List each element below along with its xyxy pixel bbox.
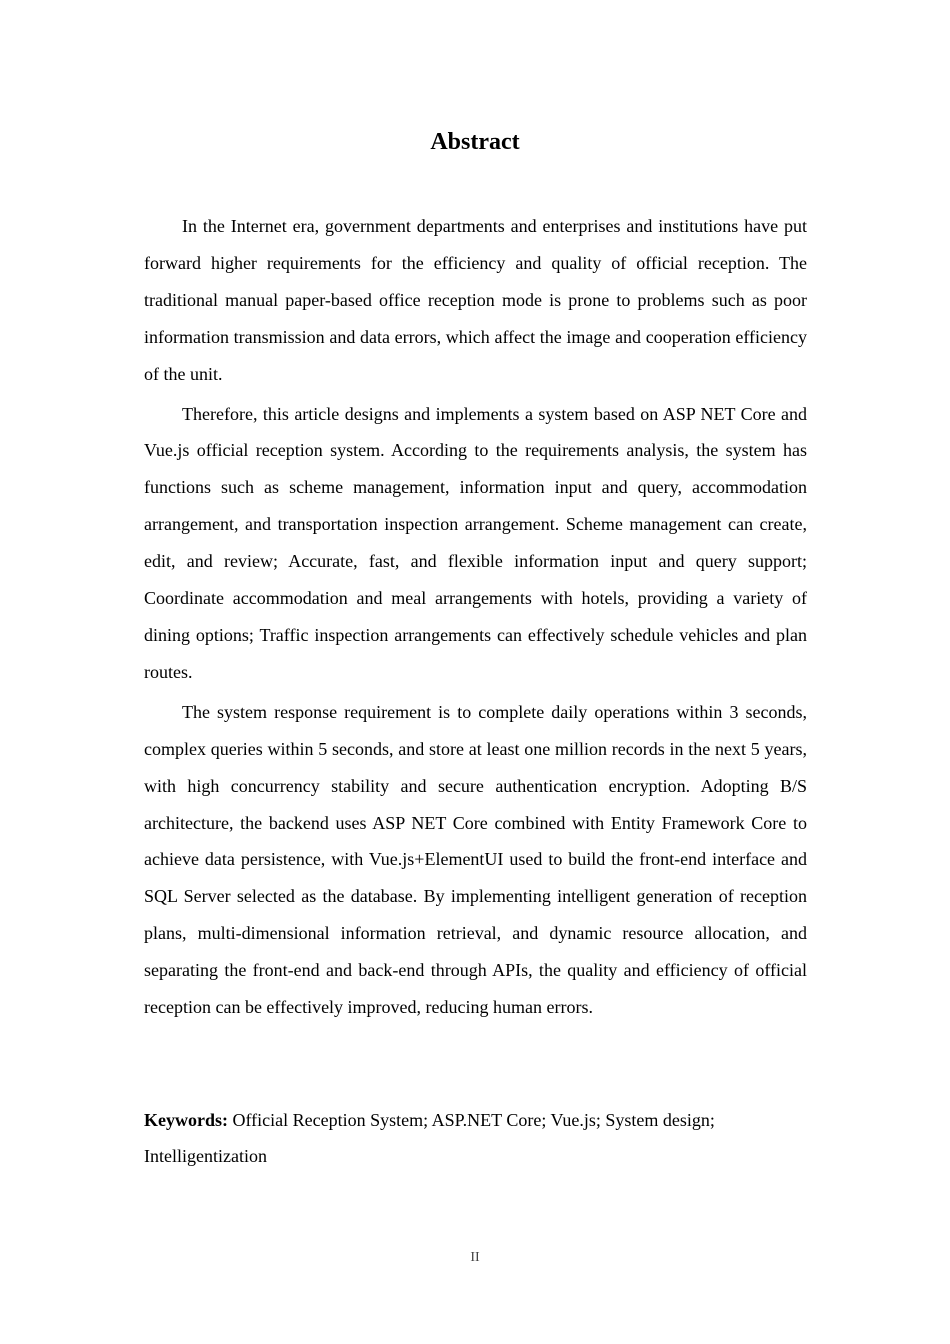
page-number: II [470, 1250, 480, 1265]
abstract-paragraph-3: The system response requirement is to complete daily operations within 3 seconds, complex queries within 5 seconds, and store at least one million records in the next 5 years, with high concurrency stability and secure authentication encryption. Adopting B/S architecture, the backend uses ASP NET Core combined with Entity Framework Core to achieve data persistence, with Vue.js+ElementUI used to build the front-end interface and SQL Server selected as the database. By implementing intelligent generation of reception plans, multi-dimensional information retrieval, and dynamic resource allocation, and separating the front-end and back-end through APIs, the quality and efficiency of official reception can be effectively improved, reducing human errors. [144, 701, 807, 1018]
keywords-label: Keywords: [144, 1110, 228, 1130]
abstract-paragraph-2: Therefore, this article designs and implements a system based on ASP NET Core and Vue.js official reception system. According to the requirements analysis, the system has functions such as scheme management, information input and query, accommodation arrangement, and transportation inspection arrangement. Scheme management can create, edit, and review; Accurate, fast, and flexible information input and query support; Coordinate accommodation and meal arrangements with hotels, providing a variety of dining options; Traffic inspection arrangements can effectively schedule vehicles and plan routes. [144, 403, 807, 682]
keywords-line [144, 1102, 807, 1174]
keywords-text: Official Reception System; ASP.NET Core; Vue.js; System design; Intelligentization [144, 1110, 715, 1166]
abstract-body [144, 208, 807, 1029]
abstract-paragraph-1: In the Internet era, government departments and enterprises and institutions have put forward higher requirements for the efficiency and quality of official reception. The traditional manual paper-based office reception mode is prone to problems such as poor information transmission and data errors, which affect the image and cooperation efficiency of the unit. [144, 216, 807, 384]
abstract-title: Abstract [430, 129, 520, 155]
